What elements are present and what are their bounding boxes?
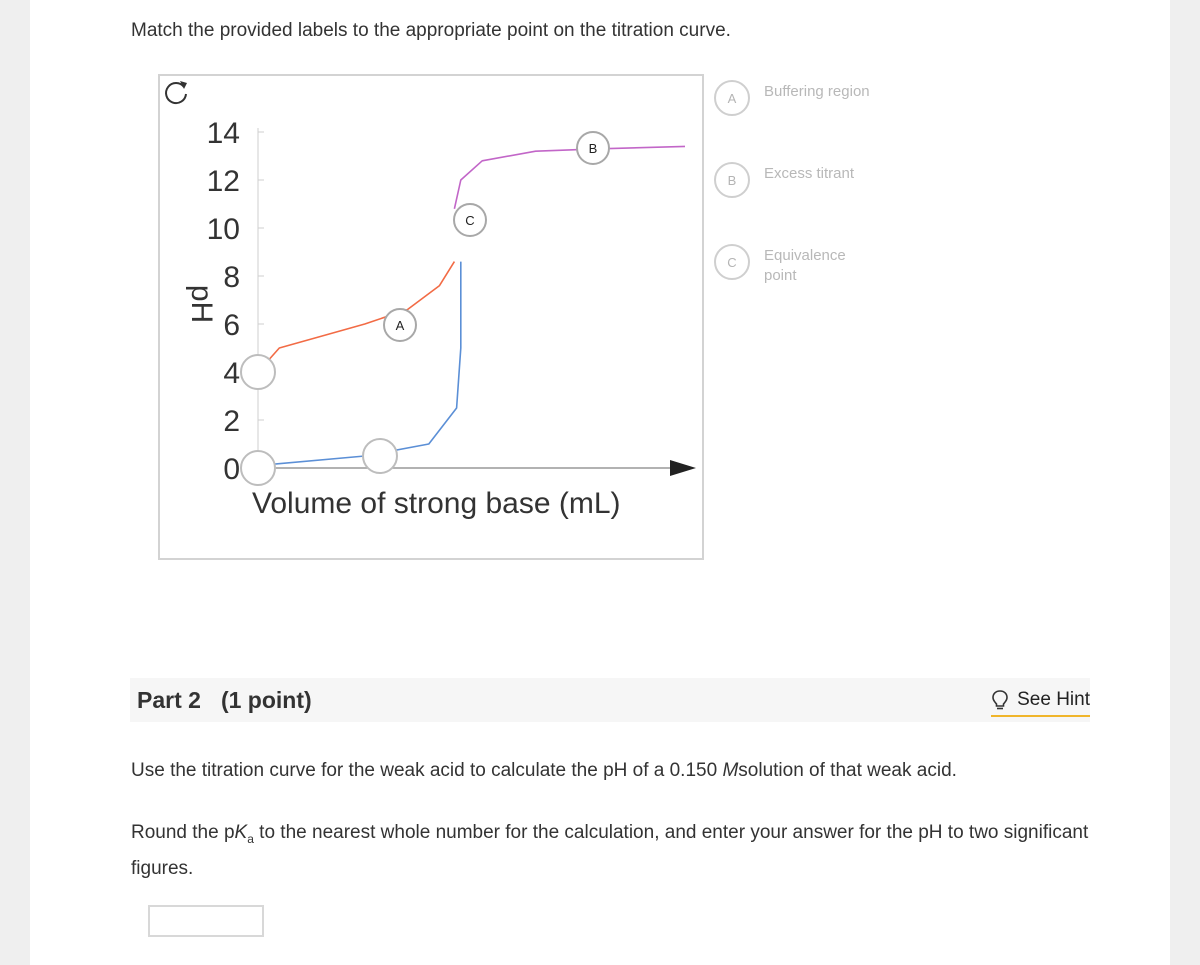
curve-series-2: [454, 146, 685, 208]
question-text: [131, 760, 1111, 782]
titration-chart: [160, 76, 702, 558]
drop-zone-1[interactable]: [240, 354, 276, 390]
part-points: (1 point): [220, 686, 312, 713]
reset-icon[interactable]: [160, 76, 192, 108]
x-axis-arrow: [670, 460, 696, 476]
bank-letter: C: [714, 244, 750, 280]
y-tick-label: 2: [223, 405, 240, 438]
rounding-post: to the nearest whole number for the calculation, and enter your answer for the pH to two significant figures.: [131, 822, 1089, 879]
y-tick-label: 10: [206, 213, 240, 246]
y-tick-label: 14: [206, 117, 240, 150]
bank-item-buffering-region[interactable]: [714, 80, 874, 116]
instruction-text: Match the provided labels to the appropriate point on the titration curve.: [131, 20, 731, 41]
part-header: [130, 678, 1090, 722]
y-tick-label: 8: [223, 261, 240, 294]
y-tick-label: 4: [223, 357, 240, 390]
bank-item-excess-titrant[interactable]: [714, 162, 874, 198]
placed-label-c[interactable]: C: [453, 203, 487, 237]
curve-series-1: [258, 262, 454, 372]
rounding-sub: a: [247, 831, 254, 846]
rounding-instruction: [131, 818, 1091, 883]
label-bank: [714, 80, 904, 320]
bank-letter: A: [714, 80, 750, 116]
drop-zone-2[interactable]: [240, 450, 276, 486]
question-unit: M: [722, 760, 739, 781]
ph-answer-input[interactable]: [148, 905, 264, 937]
drop-zone-3[interactable]: [362, 438, 398, 474]
y-axis-label: pH: [185, 284, 218, 324]
question-line1-post: solution of that weak acid.: [738, 760, 957, 781]
x-axis-label: Volume of strong base (mL): [252, 487, 621, 520]
bank-label-text: Equivalence point: [764, 247, 846, 284]
bank-item-equivalence-point[interactable]: [714, 244, 874, 286]
bank-label-text: Buffering region: [764, 83, 870, 100]
placed-label-b[interactable]: B: [576, 131, 610, 165]
y-tick-label: 6: [223, 309, 240, 342]
rounding-pre: Round the p: [131, 822, 235, 843]
y-tick-label: 0: [223, 453, 240, 486]
bank-letter: B: [714, 162, 750, 198]
bank-label-text: Excess titrant: [764, 165, 855, 182]
rounding-k: K: [234, 822, 248, 843]
question-line1-pre: Use the titration curve for the weak acid to calculate the pH of a 0.150: [131, 760, 723, 781]
y-tick-label: 12: [206, 165, 240, 198]
titration-figure: [158, 74, 704, 560]
chart-series: [258, 146, 685, 465]
see-hint-label: See Hint: [1017, 689, 1090, 710]
lightbulb-icon: [991, 689, 1009, 711]
question-page: [30, 0, 1170, 965]
part-title: Part 2: [137, 686, 201, 713]
see-hint-link[interactable]: [991, 685, 1090, 717]
placed-label-a[interactable]: A: [383, 308, 417, 342]
